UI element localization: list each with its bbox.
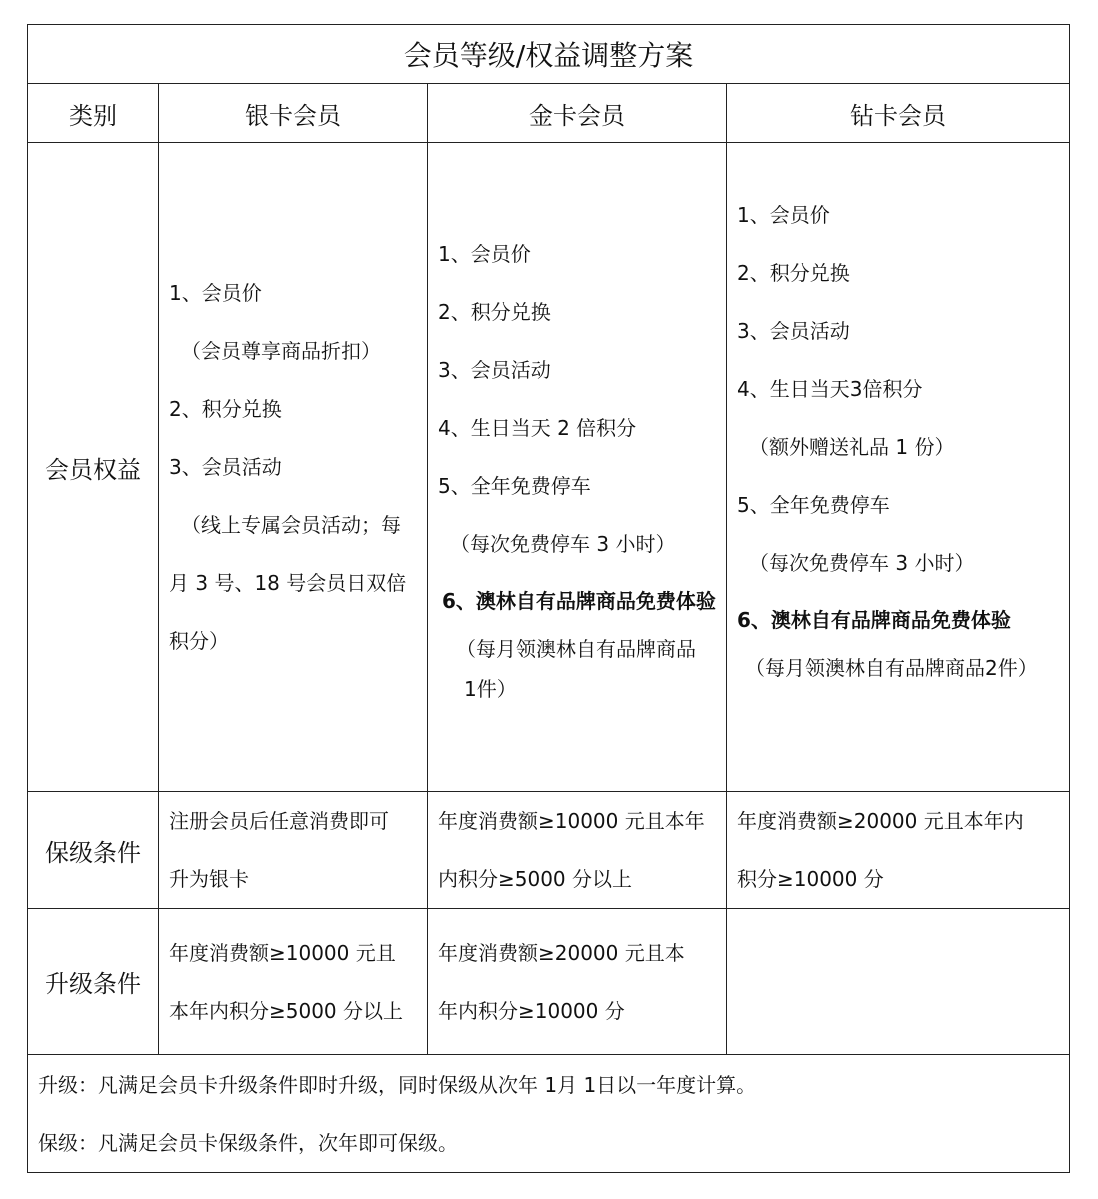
list-item: 年度消费额≥20000 元且本 — [438, 940, 685, 965]
benefits-label: 会员权益 — [28, 143, 159, 792]
list-item: 积分≥10000 分 — [737, 867, 884, 891]
list-item: （会员尊享商品折扣） — [181, 339, 381, 363]
retain-row — [28, 792, 1070, 909]
list-item: （每月领澳林自有品牌商品2件） — [745, 656, 1038, 680]
document-title: 会员等级/权益调整方案 — [28, 25, 1070, 84]
benefits-row — [28, 143, 1070, 792]
diamond-retain — [727, 792, 1070, 909]
list-item: 1、会员价 — [169, 281, 262, 305]
retain-label: 保级条件 — [28, 792, 159, 909]
header-row — [28, 84, 1070, 143]
list-item: （每次免费停车 3 小时） — [450, 532, 676, 556]
list-item: 3、会员活动 — [438, 358, 551, 382]
notes-cell — [28, 1055, 1070, 1173]
list-item: 年内积分≥10000 分 — [438, 998, 625, 1023]
list-item: 2、积分兑换 — [438, 300, 551, 324]
gold-benefits — [428, 143, 727, 792]
list-item: 1、会员价 — [737, 203, 830, 227]
diamond-upgrade — [727, 909, 1070, 1055]
list-item: 年度消费额≥20000 元且本年内 — [737, 809, 1024, 833]
header-category: 类别 — [28, 84, 159, 143]
list-item: 3、会员活动 — [737, 319, 850, 343]
list-item: 5、全年免费停车 — [737, 493, 890, 517]
list-item: 内积分≥5000 分以上 — [438, 867, 633, 891]
list-item: 2、积分兑换 — [169, 397, 282, 421]
silver-benefits — [159, 143, 428, 792]
list-item: 3、会员活动 — [169, 455, 282, 479]
upgrade-note: 升级：凡满足会员卡升级条件即时升级，同时保级从次年 1月 1日以一年度计算。 — [38, 1072, 757, 1097]
list-item: （每月领澳林自有品牌商品 — [456, 637, 696, 661]
list-item: （每次免费停车 3 小时） — [749, 551, 975, 575]
list-item: 6、澳林自有品牌商品免费体验 — [442, 589, 716, 613]
header-silver: 银卡会员 — [159, 84, 428, 143]
gold-retain — [428, 792, 727, 909]
gold-upgrade — [428, 909, 727, 1055]
header-diamond: 钻卡会员 — [727, 84, 1070, 143]
list-item: 5、全年免费停车 — [438, 474, 591, 498]
list-item: 年度消费额≥10000 元且本年 — [438, 809, 705, 833]
list-item: 注册会员后任意消费即可 — [169, 809, 389, 833]
list-item: 升为银卡 — [169, 867, 249, 891]
retain-note: 保级：凡满足会员卡保级条件，次年即可保级。 — [38, 1130, 458, 1155]
silver-upgrade — [159, 909, 428, 1055]
list-item: 1件） — [464, 677, 517, 701]
upgrade-label: 升级条件 — [28, 909, 159, 1055]
list-item: 积分） — [169, 629, 229, 653]
diamond-benefits — [727, 143, 1070, 792]
header-gold: 金卡会员 — [428, 84, 727, 143]
list-item: 2、积分兑换 — [737, 261, 850, 285]
list-item: 4、生日当天 2 倍积分 — [438, 416, 637, 440]
list-item: 4、生日当天3倍积分 — [737, 377, 923, 401]
list-item: （额外赠送礼品 1 份） — [749, 435, 955, 459]
list-item: 年度消费额≥10000 元且 — [169, 940, 396, 965]
notes-row — [28, 1055, 1070, 1173]
list-item: 1、会员价 — [438, 242, 531, 266]
list-item: 月 3 号、18 号会员日双倍 — [169, 571, 407, 595]
membership-table — [27, 24, 1070, 1173]
silver-retain — [159, 792, 428, 909]
upgrade-row — [28, 909, 1070, 1055]
list-item: 6、澳林自有品牌商品免费体验 — [737, 608, 1011, 632]
list-item: 本年内积分≥5000 分以上 — [169, 998, 404, 1023]
list-item: （线上专属会员活动；每 — [181, 513, 401, 537]
